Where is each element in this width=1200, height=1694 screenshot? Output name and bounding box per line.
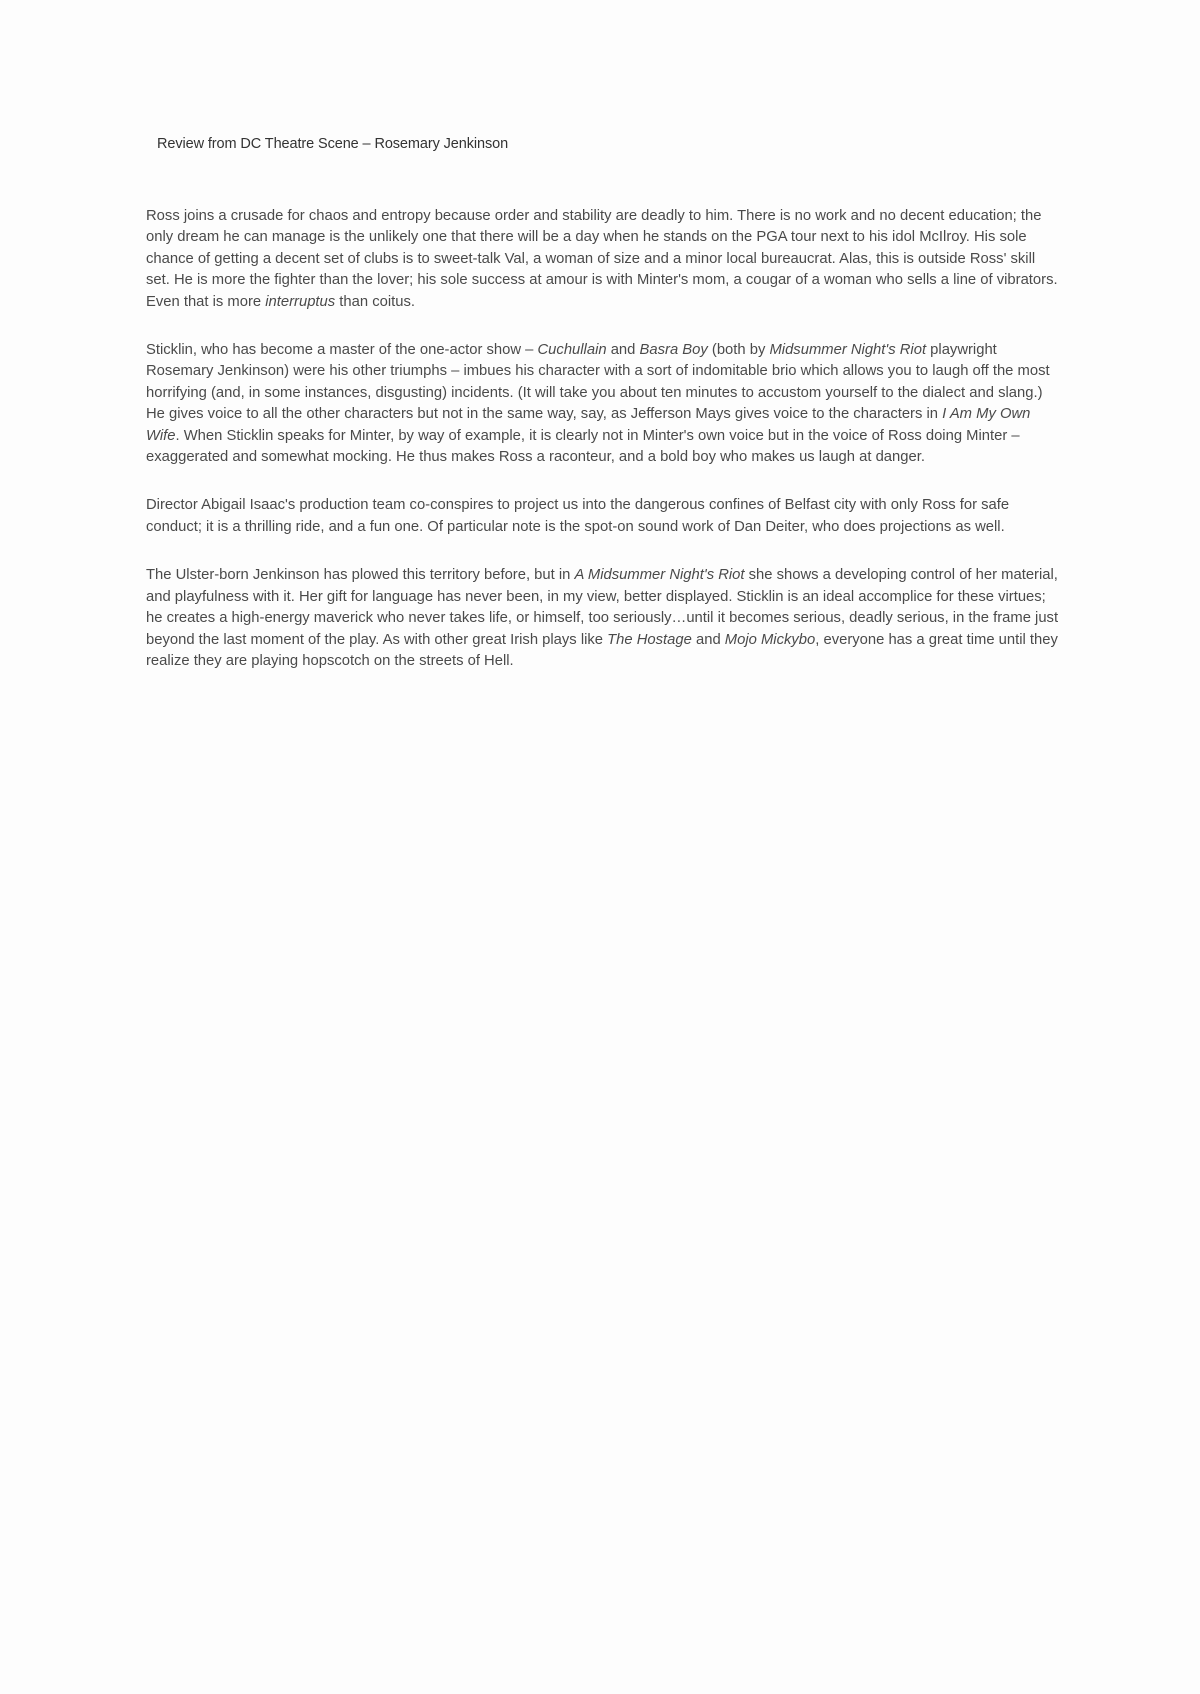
- document-header: Review from DC Theatre Scene – Rosemary Jenkinson: [157, 136, 509, 152]
- italic-title-text: Basra Boy: [639, 342, 708, 359]
- paragraph-text: (both by: [707, 342, 770, 359]
- italic-title-text: The Hostage: [607, 631, 692, 648]
- paragraph-text: . When Sticklin speaks for Minter, by way of example, it is clearly not in Minter's own voice but in the voice of Ross doing Minter – exaggerated and somewhat mocking. He thus makes Ross a raconteur, and a bold boy who makes us laugh at danger.: [146, 427, 1020, 466]
- paragraph-text: she shows a developing control of her material, and playfulness with it. Her gift for language has never been, in my view, better displayed. Sticklin is an ideal accomplice for these virtues; he creates a high-energy maverick who never takes life, or himself, too seriously…until it becomes serious, deadly serious, in the frame just beyond the last moment of the play. As with other great Irish plays like: [146, 567, 1059, 648]
- review-paragraph: [146, 206, 1061, 313]
- paragraph-text: and: [691, 631, 725, 648]
- review-paragraph: [146, 495, 1061, 538]
- paragraph-text: The Ulster-born Jenkinson has plowed this territory before, but in: [146, 567, 575, 584]
- italic-title-text: Cuchullain: [537, 342, 607, 359]
- paragraph-text: than coitus.: [335, 293, 415, 310]
- paragraph-text: Ross joins a crusade for chaos and entropy because order and stability are deadly to him. There is no work and no decent education; the only dream he can manage is the unlikely one that there will be a day when he stands on the PGA tour next to his idol McIlroy. His sole chance of getting a decent set of clubs is to sweet-talk Val, a woman of size and a minor local bureaucrat. Alas, this is outside Ross' skill set. He is more the fighter than the lover; his sole success at amour is with Minter's mom, a cougar of a woman who sells a line of vibrators. Even that is more: [146, 208, 1058, 310]
- review-paragraph: [146, 565, 1061, 672]
- paragraph-text: playwright Rosemary Jenkinson) were his other triumphs – imbues his character with a sort of indomitable brio which allows you to laugh off the most horrifying (and, in some instances, disgusting) incidents. (It will take you about ten minutes to accustom yourself to the dialect and slang.) He gives voice to all the other characters but not in the same way, say, as Jefferson Mays gives voice to the characters in: [146, 342, 1050, 423]
- italic-title-text: interruptus: [265, 293, 336, 310]
- italic-title-text: Midsummer Night's Riot: [769, 342, 927, 359]
- review-body: [146, 206, 1061, 699]
- paragraph-text: and: [606, 342, 640, 359]
- italic-title-text: I Am My Own Wife: [146, 406, 1031, 444]
- italic-title-text: Mojo Mickybo: [724, 631, 816, 648]
- italic-title-text: A Midsummer Night's Riot: [574, 567, 745, 584]
- review-paragraph: [146, 340, 1061, 468]
- paragraph-text: Sticklin, who has become a master of the one-actor show –: [146, 342, 538, 359]
- paragraph-text: , everyone has a great time until they realize they are playing hopscotch on the streets of Hell.: [146, 631, 1058, 669]
- paragraph-text: Director Abigail Isaac's production team co-conspires to project us into the dangerous confines of Belfast city with only Ross for safe conduct; it is a thrilling ride, and a fun one. Of particular note is the spot-on sound work of Dan Deiter, who does projections as well.: [146, 497, 1010, 535]
